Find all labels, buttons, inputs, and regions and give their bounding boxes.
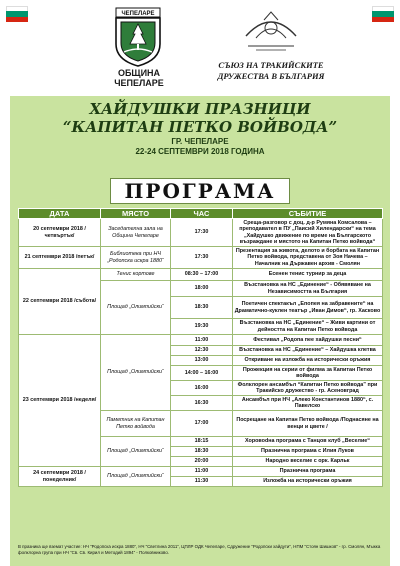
event-cell: Възстановка на НС „Единение“ – Хайдушка клетва xyxy=(233,346,383,356)
table-row xyxy=(19,269,383,281)
time-cell: 16:00 xyxy=(171,381,233,396)
event-cell: Есенен тенис турнир за деца xyxy=(233,269,383,281)
festival-title xyxy=(18,100,382,157)
time-cell: 14:00 – 16:00 xyxy=(171,366,233,381)
event-cell: Ансамбъл при НЧ „Алеко Константинов 1880“, с. Павелско xyxy=(233,396,383,411)
program-poster xyxy=(10,96,390,566)
program-heading: ПРОГРАМА xyxy=(110,178,290,204)
place-cell: Площад „Олимпийски“ xyxy=(101,467,171,487)
schedule-header-row xyxy=(19,209,383,219)
time-cell: 18:30 xyxy=(171,447,233,457)
table-row xyxy=(19,247,383,269)
place-cell: Площад „Олимпийски“ xyxy=(101,281,171,335)
place-cell: Паметник на Капитан Петко войвода xyxy=(101,411,171,437)
event-cell: Поетичен спектакъл „Епопея на забравените“ на Драматично-куклен театър „Иван Димов“, гр. Хасково xyxy=(233,297,383,319)
event-cell: Възстановка на НС „Единение“ - Обявяване на Независимостта на България xyxy=(233,281,383,297)
schedule-table xyxy=(18,208,383,487)
place-cell: Заседателна зала на Община Чепеларе xyxy=(101,219,171,247)
time-cell: 17:00 xyxy=(171,411,233,437)
participants-footer: В празника ще вземат участие: НЧ “Родопска искра 1880”, НЧ “Светлина 2011”, ЦПЛР ОДК Чепеларе, Сдружение “Родопски хайдути”, НПМ “Стоян Шишков” - гр. Смолян, Мъжка фолклорна група при НЧ “Св. Св. Кирил и Методий 1894” - Полковниково. xyxy=(18,544,381,555)
time-cell: 19:30 xyxy=(171,319,233,335)
event-cell: Фестивал „Родопа пее хайдушки песни“ xyxy=(233,335,383,346)
title-line-1: ХАЙДУШКИ ПРАЗНИЦИ xyxy=(89,100,311,118)
title-town: ГР. ЧЕПЕЛАРЕ xyxy=(171,137,229,146)
time-cell: 11:00 xyxy=(171,467,233,477)
event-cell: Откриване на изложба на исторически оръжия xyxy=(233,356,383,366)
table-row xyxy=(19,219,383,247)
event-cell: Посрещане на Капитан Петко войвода /Поднасяне на венци и цвете / xyxy=(233,411,383,437)
date-cell: 21 септември 2018 /петък/ xyxy=(19,247,101,269)
table-row xyxy=(19,467,383,477)
bulgarian-flag-icon xyxy=(372,6,394,22)
time-cell: 08:30 – 17:00 xyxy=(171,269,233,281)
event-cell: Среща-разговор с доц. д-р Румяна Комсалова – преподавател в ПУ „Паисий Хилендарски“ на тема „Хайдушко движение по време на Българското възраждане и мястото на Капитан Петко войвода“ xyxy=(233,219,383,247)
event-cell: Фолклорен ансамбъл “Капитан Петко войвода” при Тракийско дружество - гр. Асеновград xyxy=(233,381,383,396)
event-cell: Презентация за живота, делото и борбата на Капитан Петко войвода, представена от Зоя Начева – Началник на Държавен архив - Смолян xyxy=(233,247,383,269)
table-row xyxy=(19,335,383,346)
event-cell: Народно веселие с орк. Карльк xyxy=(233,457,383,467)
time-cell: 18:15 xyxy=(171,437,233,447)
event-cell: Прожекция на серии от филма за Капитан Петко войвода xyxy=(233,366,383,381)
time-cell: 11:00 xyxy=(171,335,233,346)
date-cell: 23 септември 2018 /неделя/ xyxy=(19,335,101,467)
time-cell: 20:00 xyxy=(171,457,233,467)
time-cell: 17:30 xyxy=(171,219,233,247)
event-cell: Празнична програма с Илия Луков xyxy=(233,447,383,457)
municipality-name: ОБЩИНА ЧЕПЕЛАРЕ xyxy=(114,68,164,88)
header-place: МЯСТО xyxy=(101,209,171,219)
title-line-2: “КАПИТАН ПЕТКО ВОЙВОДА” xyxy=(62,118,338,136)
place-cell: Тенис кортове xyxy=(101,269,171,281)
time-cell: 16:30 xyxy=(171,396,233,411)
thracian-union-name: СЪЮЗ НА ТРАКИЙСКИТЕ ДРУЖЕСТВА В БЪЛГАРИЯ xyxy=(217,60,325,81)
municipality-crest-icon xyxy=(110,6,166,68)
bulgarian-flag-icon xyxy=(6,6,28,22)
event-cell: Празнична програма xyxy=(233,467,383,477)
crest-caption: ЧЕПЕЛАРЕ xyxy=(121,11,155,17)
time-cell: 12:30 xyxy=(171,346,233,356)
time-cell: 18:00 xyxy=(171,281,233,297)
date-cell: 22 септември 2018 /събота/ xyxy=(19,269,101,335)
event-cell: Възстановка на НС „Единение“ – Живи картини от дейността на Капитан Петко войвода xyxy=(233,319,383,335)
date-cell: 24 септември 2018 /понеделник/ xyxy=(19,467,101,487)
event-cell: Хоровоdна програма с Танцов клуб „Веселие“ xyxy=(233,437,383,447)
header-date: ДАТА xyxy=(19,209,101,219)
title-dates: 22-24 СЕПТЕМВРИ 2018 ГОДИНА xyxy=(135,147,265,156)
event-cell: Изложба на исторически оръжия xyxy=(233,477,383,487)
time-cell: 13:00 xyxy=(171,356,233,366)
place-cell: Библиотека при НЧ „Родопска искра 1880“ xyxy=(101,247,171,269)
place-cell: Площад „Олимпийски“ xyxy=(101,335,171,411)
thracian-union-emblem-icon xyxy=(236,6,306,56)
header-event: СЪБИТИЕ xyxy=(233,209,383,219)
header-time: ЧАС xyxy=(171,209,233,219)
place-cell: Площад „Олимпийски“ xyxy=(101,437,171,467)
time-cell: 17:30 xyxy=(171,247,233,269)
date-cell: 20 септември 2018 /четвъртък/ xyxy=(19,219,101,247)
poster-header xyxy=(0,0,400,94)
time-cell: 18:30 xyxy=(171,297,233,319)
time-cell: 11:30 xyxy=(171,477,233,487)
